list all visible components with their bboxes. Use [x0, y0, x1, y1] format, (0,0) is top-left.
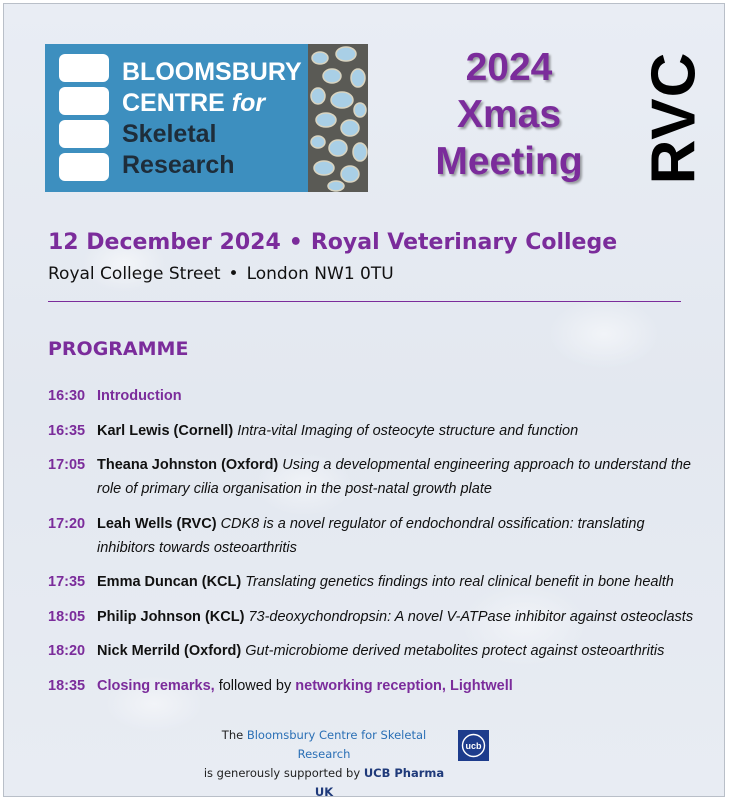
event-city: London NW1 0TU: [246, 264, 394, 284]
spine-icon: [59, 54, 109, 182]
bcsr-logo: [45, 44, 368, 192]
svg-text:ucb: ucb: [465, 741, 482, 751]
programme-item: 18:20 Nick Merrild (Oxford) Gut-microbiome derived metabolites protect against osteoarthritis: [48, 643, 665, 659]
event-date-venue: 12 December 2024 • Royal Veterinary College: [48, 230, 618, 255]
title-line-2: Xmas: [456, 93, 562, 136]
programme-item: 18:35 Closing remarks, followed by networking reception, Lightwell: [48, 678, 513, 694]
programme-item: 17:05 Theana Johnston (Oxford) Using a developmental engineering approach to understand the role of primary cilia organisation in the post-natal growth plate: [48, 457, 691, 497]
event-street: Royal College Street: [48, 264, 221, 284]
rvc-logo: RVC: [639, 51, 709, 184]
logo-line-3: Skeletal: [122, 120, 217, 148]
event-venue: Royal Veterinary College: [310, 230, 618, 255]
divider: [48, 301, 681, 302]
logo-line-4: Research: [122, 151, 235, 179]
programme-item: 16:35 Karl Lewis (Cornell) Intra-vital Imaging of osteocyte structure and function: [48, 423, 579, 439]
programme-item: 18:05 Philip Johnson (KCL) 73-deoxychondropsin: A novel V-ATPase inhibitor against osteoclasts: [48, 609, 694, 625]
ucb-logo: [458, 730, 489, 761]
meeting-title: [394, 44, 624, 185]
title-line-3: Meeting: [435, 140, 583, 183]
programme-item: 17:20 Leah Wells (RVC) CDK8 is a novel regulator of endochondral ossification: translating inhibitors towards osteoarthritis: [48, 516, 645, 556]
logo-line-2: CENTRE for: [122, 89, 266, 117]
programme-item: 16:30 Introduction: [48, 388, 182, 404]
logo-line-1: BLOOMSBURY: [122, 58, 302, 86]
programme-item: 17:35 Emma Duncan (KCL) Translating genetics findings into real clinical benefit in bone health: [48, 574, 674, 590]
event-address: Royal College Street • London NW1 0TU: [48, 264, 394, 284]
trabecular-bone-image: [308, 44, 368, 192]
flyer-page: [3, 3, 725, 797]
title-year: 2024: [465, 46, 553, 89]
sponsor-note: The Bloomsbury Centre for Skeletal Research is generously supported by UCB Pharma UK: [203, 728, 445, 799]
event-date: 12 December 2024: [48, 230, 281, 255]
programme-heading: PROGRAMME: [48, 338, 189, 360]
